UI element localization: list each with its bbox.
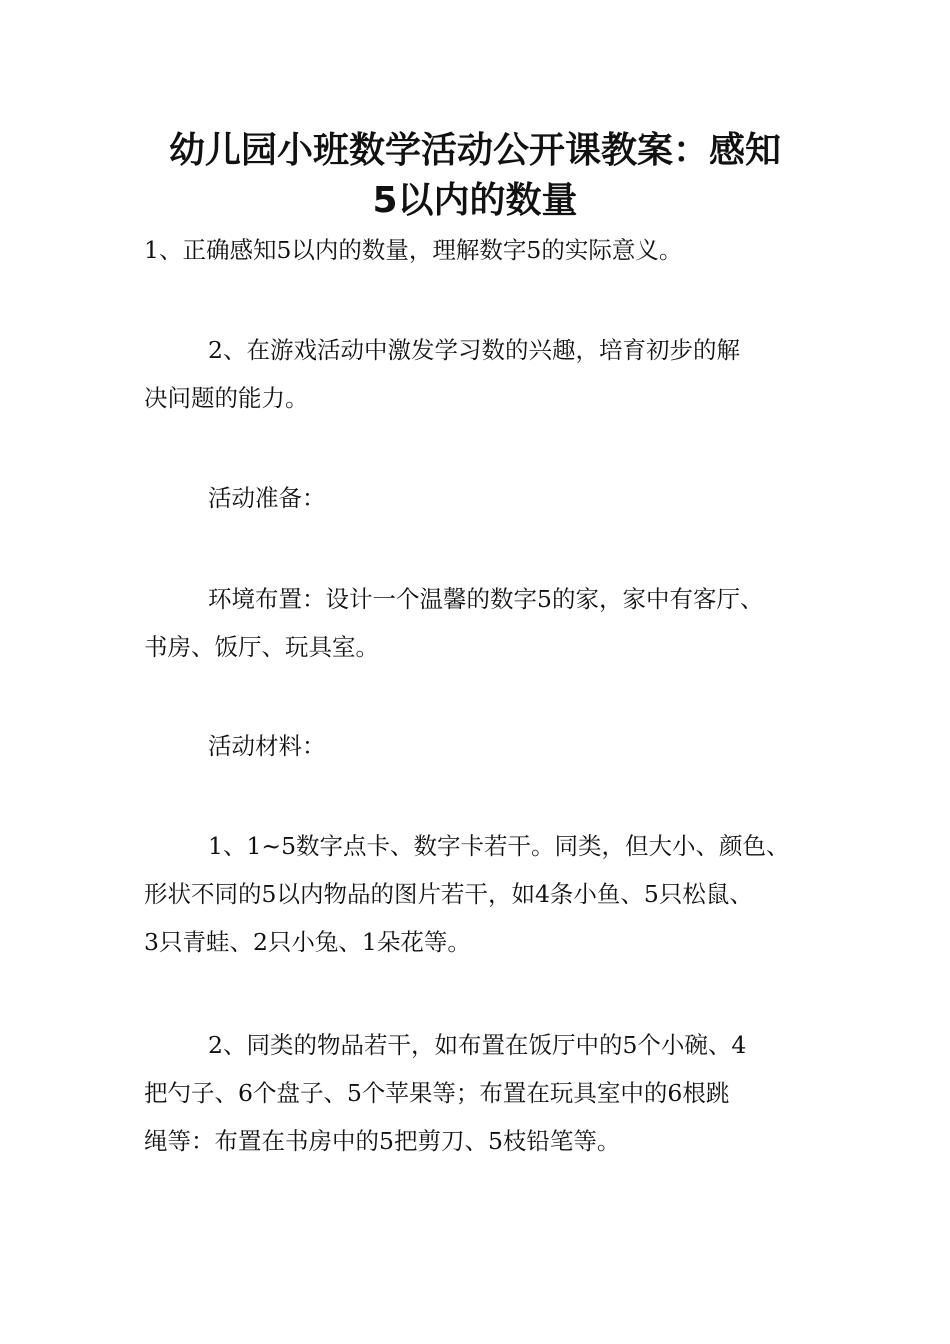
paragraph-line: 活动材料： [208, 732, 326, 760]
paragraph-line: 2、在游戏活动中激发学习数的兴趣，培育初步的解 [208, 336, 740, 364]
paragraph-line: 环境布置：设计一个温馨的数字5的家，家中有客厅、 [208, 585, 764, 613]
paragraph-line: 把勺子、6个盘子、5个苹果等；布置在玩具室中的6根跳 [144, 1079, 730, 1107]
activity-materials-heading [144, 722, 824, 770]
environment-setup-paragraph [144, 575, 824, 671]
objective-2-paragraph [144, 326, 824, 422]
paragraph-line: 形状不同的5以内物品的图片若干，如4条小鱼、5只松鼠、 [144, 880, 753, 908]
objective-1-paragraph [144, 226, 824, 274]
paragraph-line: 书房、饭厅、玩具室。 [144, 633, 379, 661]
materials-item-2-paragraph [144, 1021, 824, 1165]
activity-preparation-heading [144, 474, 824, 522]
materials-item-1-paragraph [144, 822, 824, 966]
paragraph-line: 活动准备： [208, 484, 326, 512]
paragraph-line: 1、1~5数字点卡、数字卡若干。同类，但大小、颜色、 [208, 832, 790, 860]
document-title-line-1: 幼儿园小班数学活动公开课教案：感知 [168, 130, 781, 171]
paragraph-line: 绳等：布置在书房中的5把剪刀、5枝铅笔等。 [144, 1127, 621, 1155]
paragraph-line: 1、正确感知5以内的数量，理解数字5的实际意义。 [144, 236, 683, 264]
document-title-line-2: 5以内的数量 [372, 180, 578, 221]
paragraph-line: 3只青蛙、2只小兔、1朵花等。 [144, 928, 471, 956]
paragraph-line: 决问题的能力。 [144, 384, 309, 412]
paragraph-line: 2、同类的物品若干，如布置在饭厅中的5个小碗、4 [208, 1031, 747, 1059]
